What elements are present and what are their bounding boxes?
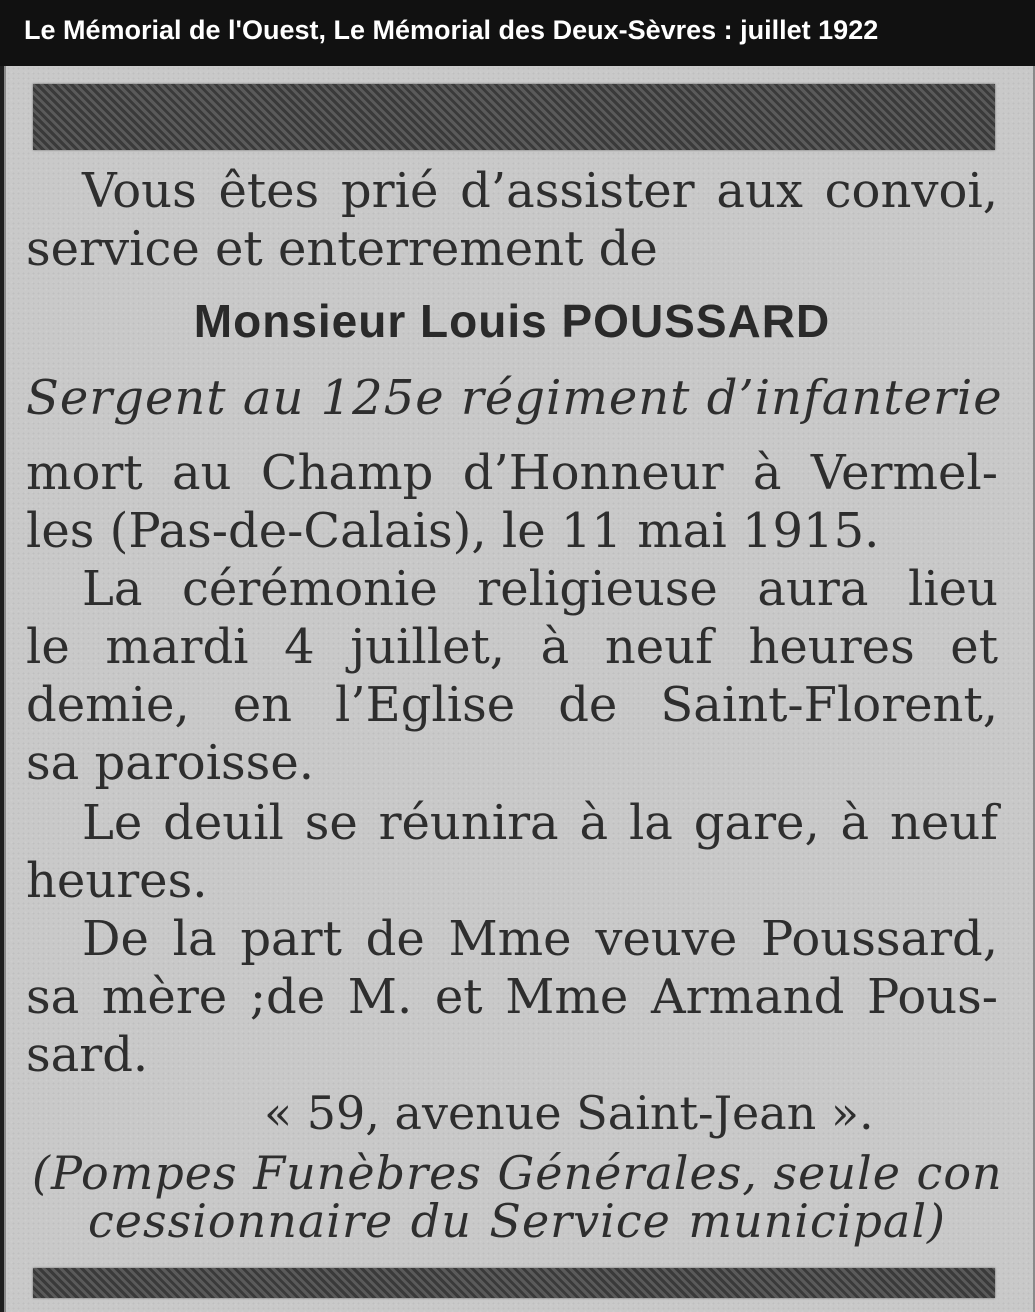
- notice-line: Vous êtes prié d’assister aux convoi,: [82, 163, 998, 219]
- notice-line-funeral-service: cessionnaire du Service municipal): [88, 1194, 946, 1248]
- notice-line-funeral-service: (Pompes Funèbres Générales, seule con: [32, 1146, 1003, 1200]
- notice-line: De la part de Mme veuve Poussard,: [82, 911, 998, 967]
- notice-line: les (Pas-de-Calais), le 11 mai 1915.: [26, 503, 880, 559]
- notice-line: sard.: [26, 1027, 149, 1083]
- notice-line: heures.: [26, 853, 208, 909]
- notice-line: La cérémonie religieuse aura lieu: [82, 561, 998, 617]
- newspaper-clipping: [4, 66, 1035, 1312]
- notice-line: sa mère ;de M. et Mme Armand Pous-: [26, 969, 998, 1025]
- deceased-name: Monsieur Louis POUSSARD: [193, 295, 831, 347]
- notice-line: le mardi 4 juillet, à neuf heures et: [26, 619, 998, 675]
- notice-line-rank: Sergent au 125e régiment d’infanterie: [26, 370, 1003, 426]
- bottom-rule: [33, 1268, 995, 1298]
- notice-line: service et enterrement de: [26, 221, 658, 277]
- image-title: Le Mémorial de l'Ouest, Le Mémorial des Deux-Sèvres : juillet 1922: [0, 0, 1035, 66]
- notice-line: sa paroisse.: [26, 735, 314, 791]
- top-rule: [33, 84, 995, 150]
- address-line: « 59, avenue Saint-Jean ».: [264, 1086, 874, 1140]
- notice-line: Le deuil se réunira à la gare, à neuf: [82, 795, 998, 851]
- notice-line: demie, en l’Eglise de Saint-Florent,: [26, 677, 998, 733]
- notice-line: mort au Champ d’Honneur à Vermel-: [26, 445, 998, 501]
